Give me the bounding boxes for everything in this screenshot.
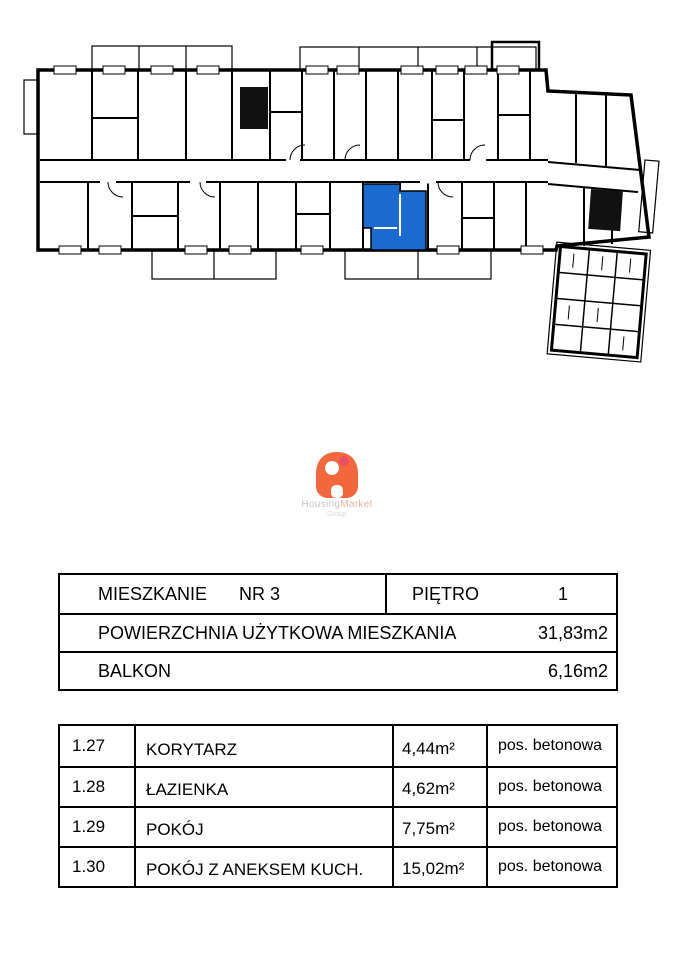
room-number: 1.27 [60,726,136,766]
stair-core-left [240,87,268,129]
stair-core-right [588,189,623,231]
room-area: 4,62m² [394,768,488,806]
summary-cell-pietro [387,575,616,613]
room-area: 4,44m² [394,726,488,766]
logo-subtext: Group [327,511,347,518]
summary-row-balcony [60,651,616,689]
logo-house-icon [305,448,369,502]
room-floor-type: pos. betonowa [498,778,603,795]
logo-text-market: Market [340,499,373,510]
balcony-label: BALKON [98,660,172,681]
rooms-table [58,724,618,888]
room-floor-type: pos. betonowa [498,858,603,875]
room-floor-type: pos. betonowa [498,737,603,754]
room-name: KORYTARZ [136,726,394,766]
room-area: 15,02m² [394,848,488,886]
summary-cell-mieszkanie [60,575,387,613]
room-floor-type: pos. betonowa [498,818,603,835]
door-openings [100,160,486,182]
room-number: 1.28 [60,768,136,806]
mieszkanie-value: NR 3 [239,583,281,604]
usable-area-label: POWIERZCHNIA UŻYTKOWA MIESZKANIA [98,622,457,643]
right-wing [547,242,650,362]
corridor [40,160,640,192]
room-name: POKÓJ [136,808,394,846]
room-row-1-27 [60,726,616,766]
floor-plan [0,0,674,430]
mieszkanie-label: MIESZKANIE [98,583,208,604]
usable-area-value: 31,83m2 [537,622,608,643]
room-name: POKÓJ Z ANEKSEM KUCH. [136,848,394,886]
logo-text-housing: Housing [301,499,341,510]
interior-walls-upper [92,70,606,167]
floor-plan-svg [0,0,674,430]
pietro-label: PIĘTRO [412,583,480,604]
balcony-value: 6,16m2 [547,660,608,681]
room-number: 1.30 [60,848,136,886]
summary-row-usable-area [60,613,616,651]
room-row-1-29 [60,806,616,846]
apartment-summary-table [58,573,618,691]
room-row-1-30 [60,846,616,886]
summary-row-apartment [60,575,616,613]
room-number: 1.29 [60,808,136,846]
pietro-value: 1 [557,583,568,604]
housingmarket-logo [0,448,674,518]
interior-walls-lower [88,182,612,250]
room-name: ŁAZIENKA [136,768,394,806]
logo-wordmark [0,499,674,510]
room-area: 7,75m² [394,808,488,846]
highlighted-apartment [363,184,426,250]
room-row-1-28 [60,766,616,806]
